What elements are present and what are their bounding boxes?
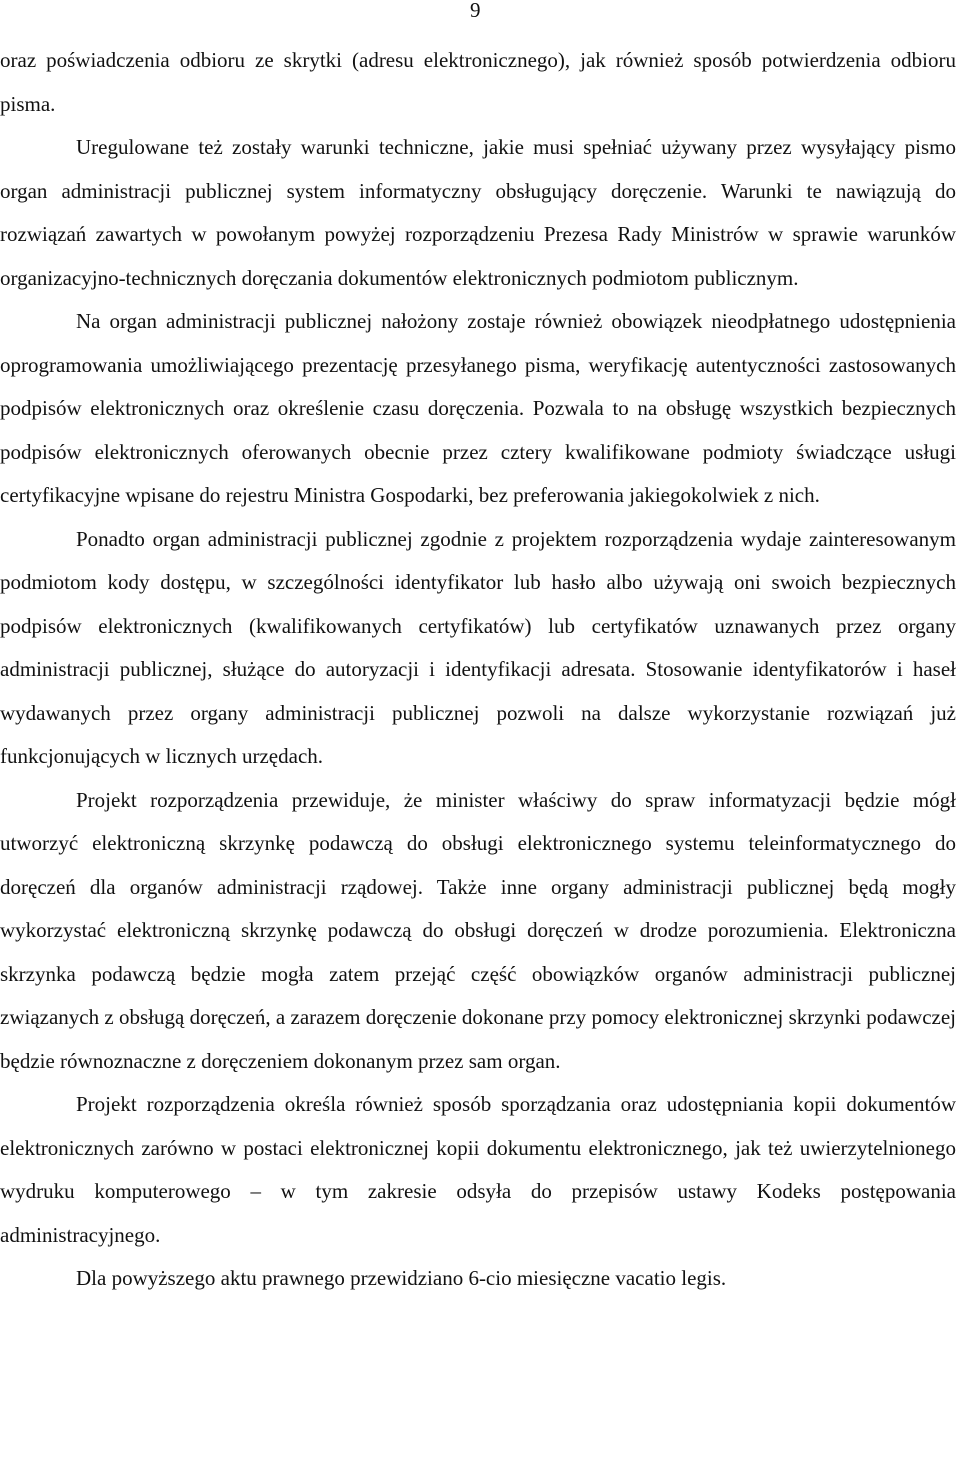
paragraph-5: Projekt rozporządzenia przewiduje, że minister właściwy do spraw informatyzacji będzie mógł utworzyć elektroniczną skrzynkę podawczą do obsługi elektronicznego systemu teleinformatycznego do doręczeń dla organów administracji rządowej. Także inne organy administracji publicznej będą mogły wykorzystać elektroniczną skrzynkę podawczą do obsługi doręczeń w drodze porozumienia. Elektroniczna skrzynka podawczą będzie mogła zatem przejąć część obowiązków organów administracji publicznej związanych z obsługą doręczeń, a zarazem doręczenie dokonane przy pomocy elektronicznej skrzynki podawczej będzie równoznaczne z doręczeniem dokonanym przez sam organ.: [0, 787, 956, 1073]
paragraph-2: Uregulowane też zostały warunki techniczne, jakie musi spełniać używany przez wysyłający pismo organ administracji publicznej system informatyczny obsługujący doręczenie. Warunki te nawiązują do rozwiązań zawartych w powołanym powyżej rozporządzeniu Prezesa Rady Ministrów w sprawie warunków organizacyjno-technicznych doręczania dokumentów elektronicznych podmiotom publicznym.: [0, 135, 956, 290]
page-number: 9: [470, 0, 481, 22]
paragraph-4: Ponadto organ administracji publicznej zgodnie z projektem rozporządzenia wydaje zainteresowanym podmiotom kody dostępu, w szczególności identyfikator lub hasło albo używają oni swoich bezpiecznych podpisów elektronicznych (kwalifikowanych certyfikatów) lub certyfikatów uznawanych przez organy administracji publicznej, służące do autoryzacji i identyfikacji adresata. Stosowanie identyfikatorów i haseł wydawanych przez organy administracji publicznej pozwoli na dalsze wykorzystanie rozwiązań już funkcjonujących w licznych urzędach.: [0, 526, 956, 768]
document-body: [0, 39, 956, 1301]
paragraph-3: Na organ administracji publicznej nałożony zostaje również obowiązek nieodpłatnego udostępnienia oprogramowania umożliwiającego prezentację przesyłanego pisma, weryfikację autentyczności zastosowanych podpisów elektronicznych oraz określenie czasu doręczenia. Pozwala to na obsługę wszystkich bezpiecznych podpisów elektronicznych oferowanych obecnie przez cztery kwalifikowane podmioty świadczące usługi certyfikacyjne wpisane do rejestru Ministra Gospodarki, bez preferowania jakiegokolwiek z nich.: [0, 309, 956, 507]
paragraph-1: oraz poświadczenia odbioru ze skrytki (adresu elektronicznego), jak również sposób potwierdzenia odbioru pisma.: [0, 48, 956, 116]
paragraph-6: Projekt rozporządzenia określa również sposób sporządzania oraz udostępniania kopii dokumentów elektronicznych zarówno w postaci elektronicznej kopii dokumentu elektronicznego, jak też uwierzytelnionego wydruku komputerowego – w tym zakresie odsyła do przepisów ustawy Kodeks postępowania administracyjnego.: [0, 1092, 956, 1247]
paragraph-7: Dla powyższego aktu prawnego przewidziano 6-cio miesięczne vacatio legis.: [76, 1266, 727, 1290]
